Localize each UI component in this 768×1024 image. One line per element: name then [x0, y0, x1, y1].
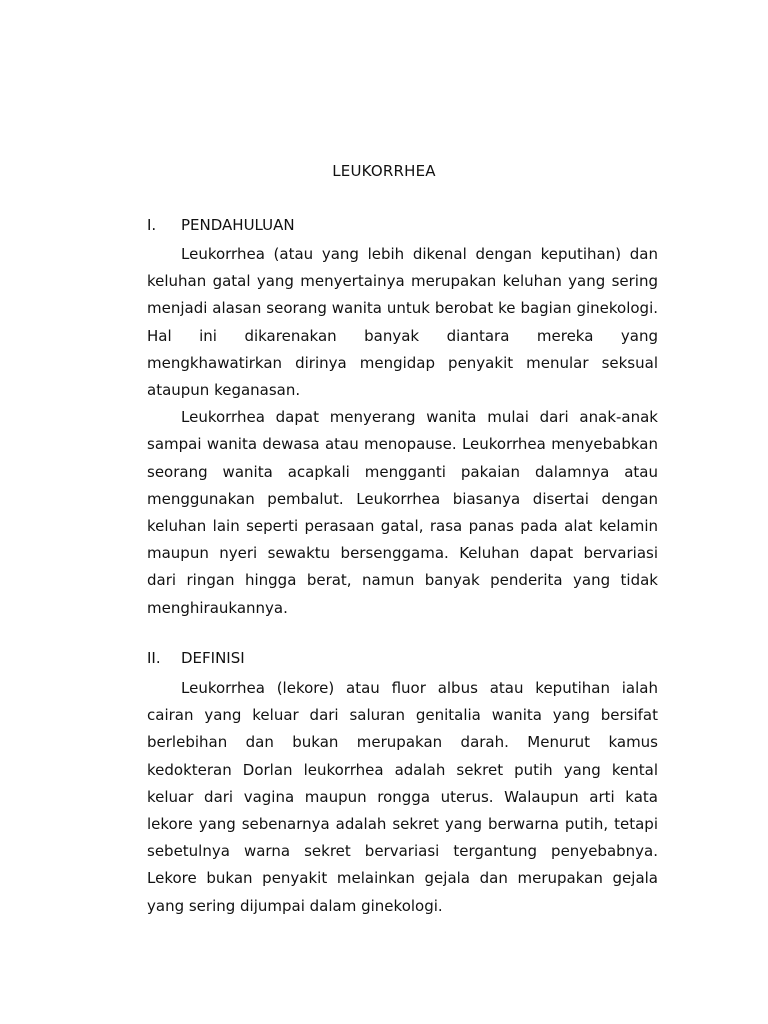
section-number: I.: [147, 216, 157, 234]
section-heading-pendahuluan: [147, 216, 295, 234]
section-title: PENDAHULUAN: [181, 216, 295, 234]
section-title: DEFINISI: [181, 649, 245, 667]
paragraph: Leukorrhea (lekore) atau fluor albus atau keputihan ialah cairan yang keluar dari saluran genitalia wanita yang bersifat berlebihan dan bukan merupakan darah. Menurut kamus kedokteran Dorlan leukorrhea adalah sekret putih yang kental keluar dari vagina maupun rongga uterus. Walaupun arti kata lekore yang sebenarnya adalah sekret yang berwarna putih, tetapi sebetulnya warna sekret bervariasi tergantung penyebabnya. Lekore bukan penyakit melainkan gejala dan merupakan gejala yang sering dijumpai dalam ginekologi.: [147, 679, 658, 915]
section-number: II.: [147, 649, 161, 667]
section-heading-definisi: [147, 649, 245, 667]
section-body-pendahuluan: [147, 241, 658, 622]
document-title: LEUKORRHEA: [332, 162, 436, 180]
paragraph: Leukorrhea (atau yang lebih dikenal dengan keputihan) dan keluhan gatal yang menyertainya merupakan keluhan yang sering menjadi alasan seorang wanita untuk berobat ke bagian ginekologi. Hal ini dikarenakan banyak diantara mereka yang mengkhawatirkan dirinya mengidap penyakit menular seksual ataupun keganasan.: [147, 245, 658, 400]
section-body-definisi: [147, 675, 658, 920]
paragraph: Leukorrhea dapat menyerang wanita mulai dari anak-anak sampai wanita dewasa atau menopause. Leukorrhea menyebabkan seorang wanita acapkali mengganti pakaian dalamnya atau menggunakan pembalut. Leukorrhea biasanya disertai dengan keluhan lain seperti perasaan gatal, rasa panas pada alat kelamin maupun nyeri sewaktu bersenggama. Keluhan dapat bervariasi dari ringan hingga berat, namun banyak penderita yang tidak menghiraukannya.: [147, 408, 658, 617]
